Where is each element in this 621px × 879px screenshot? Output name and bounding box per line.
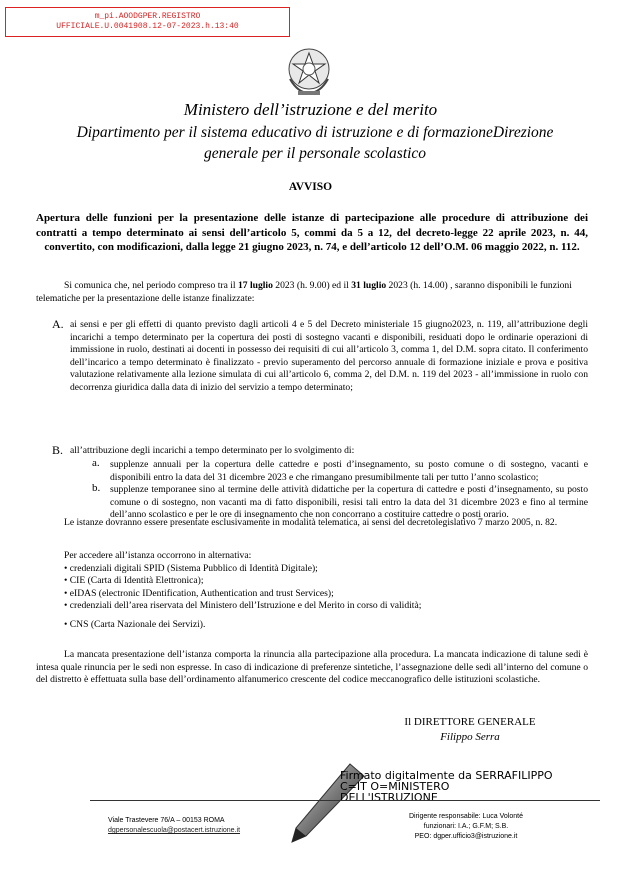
access-item: • CIE (Carta di Identità Elettronica); <box>64 575 204 586</box>
list-letter-a: A. <box>52 317 64 331</box>
digital-signature-line-3: DELL'ISTRUZIONE <box>340 791 438 804</box>
intro-text-mid: 2023 (h. 9.00) ed il <box>272 280 352 291</box>
signatory-role: Il DIRETTORE GENERALE <box>404 716 536 728</box>
footer-peo: PEO: dgper.ufficio3@istruzione.it <box>414 833 518 840</box>
notice-title: AVVISO <box>288 181 333 193</box>
digital-signature-line-2: C=IT O=MINISTERO <box>340 780 450 793</box>
footer-left <box>108 816 240 836</box>
department-name: Dipartimento per il sistema educativo di istruzione e di formazioneDirezione generale per il personale scolastico <box>76 124 554 162</box>
sublist-item-a: supplenze annuali per la copertura delle cattedre e posti d’insegnamento, su posto comune o di sostegno, vacanti e disponibili entro la data del 31 dicembre 2023 e che rimangano presumibilmente tali per tutto l’anno scolastico; <box>110 459 588 483</box>
deadline-paragraph <box>36 517 588 530</box>
access-item: • credenziali digitali SPID (Sistema Pubblico di Identità Digitale); <box>64 562 318 574</box>
intro-text-end: 2023 (h. 14.00) , saranno disponibili le funzioni telematiche per la presentazione delle istanze finalizzate: <box>36 280 572 304</box>
access-item: • CNS (Carta Nazionale dei Servizi). <box>64 618 206 630</box>
digital-signature-line-1: Firmato digitalmente da SERRAFILIPPO <box>340 769 553 782</box>
footer-right <box>396 812 536 842</box>
access-intro: Per accedere all’istanza occorrono in alternativa: <box>64 550 252 561</box>
protocol-line-2: UFFICIALE.U.0041908.12-07-2023.h.13:40 <box>56 22 239 31</box>
deadline-text: Le istanze dovranno essere presentate esclusivamente in modalità telematica, ai sensi del decretolegislativo 7 marzo 2005, n. 82. <box>64 517 558 528</box>
signatory-name: Filippo Serra <box>440 731 500 743</box>
footer-email-link[interactable]: dgpersonalescuola@postacert.istruzione.it <box>108 827 241 834</box>
footer-officials: funzionari: I.A.; G.F.M; S.B. <box>423 823 509 830</box>
sublist-letter-b: b. <box>92 482 101 494</box>
start-date: 17 luglio <box>237 280 273 291</box>
republic-emblem-icon <box>286 45 332 97</box>
list-item-a: ai sensi e per gli effetti di quanto previsto dagli articoli 4 e 5 del Decreto ministeriale 15 giugno2023, n. 119, all’attribuzione degli incarichi a tempo determinato per la copertura dei posti di sostegno vacanti e disponibili, residuati dopo le ordinarie operazioni di immissione in ruolo, destinati ai docenti in possesso dei requisiti di cui all’articolo 3, comma 1, del D.M. sopra citato. Il conferimento dell’incarico a tempo determinato è finalizzato - previo superamento del percorso annuale di formazione iniziale e prova e positiva valutazione relativamente alla lezione simulata di cui all’articolo 6, comma 2, del D.M. n. 119 del 2023 - all’immissione in ruolo con decorrenza giuridica dalla data di inizio del servizio a tempo determinato; <box>70 319 588 393</box>
access-item: • credenziali dell’area riservata del Ministero dell’Istruzione e del Merito in corso di validità; <box>64 600 422 611</box>
ministry-name: Ministero dell’istruzione e del merito <box>183 100 438 119</box>
digital-signature-block <box>340 770 553 803</box>
list-item-b: all’attribuzione degli incarichi a tempo determinato per lo svolgimento di: <box>70 445 355 456</box>
access-item: • eIDAS (electronic IDentification, Authentication and trust Services); <box>64 587 334 599</box>
footer-divider <box>90 800 600 801</box>
footer-responsible: Dirigente responsabile: Luca Volonté <box>408 813 524 820</box>
sublist-letter-a: a. <box>92 457 100 469</box>
footer-address: Viale Trastevere 76/A – 00153 ROMA <box>108 817 225 824</box>
sublist-item-b: supplenze temporanee sino al termine delle attività didattiche per la copertura di cattedre e posti d’insegnamento, su posto comune o di sostegno, non vacanti ma di fatto disponibili, resisi tali entro la data del 31 dicembre 2023 e fino al termine dell’anno scolastico e per le ore di insegnamento che non concorrano a costituire cattedre o posti orario. <box>110 484 588 520</box>
end-date: 31 luglio <box>351 280 387 291</box>
notice-subject: Apertura delle funzioni per la presentazione delle istanze di partecipazione alle procedure di attribuzione dei contratti a tempo determinato ai sensi dell’articolo 5, commi da 5 a 12, del decreto-legge 22 aprile 2023, n. 44, convertito, con modificazioni, dalla legge 21 giugno 2023, n. 74, e dell’articolo 12 dell’O.M. 06 maggio 2022, n. 112. <box>36 212 588 253</box>
closing-paragraph <box>36 649 588 687</box>
protocol-line-1: m_pi.AOODGPER.REGISTRO <box>94 12 201 21</box>
access-section <box>64 550 588 631</box>
intro-paragraph <box>36 280 588 305</box>
intro-text-start: Si comunica che, nel periodo compreso tra il <box>64 280 238 291</box>
closing-text: La mancata presentazione dell’istanza comporta la rinuncia alla partecipazione alla procedura. La mancata indicazione di talune sedi è intesa quale rinuncia per le sedi non espresse. In caso di indicazione di preferenze sintetiche, l’assegnazione delle sedi all’interno del comune o del distretto è effettuata sulla base dell’ordinamento alfanumerico crescente del codice meccanografico delle istituzioni scolastiche. <box>36 649 588 685</box>
list-letter-b: B. <box>52 443 64 457</box>
protocol-stamp <box>5 7 290 37</box>
